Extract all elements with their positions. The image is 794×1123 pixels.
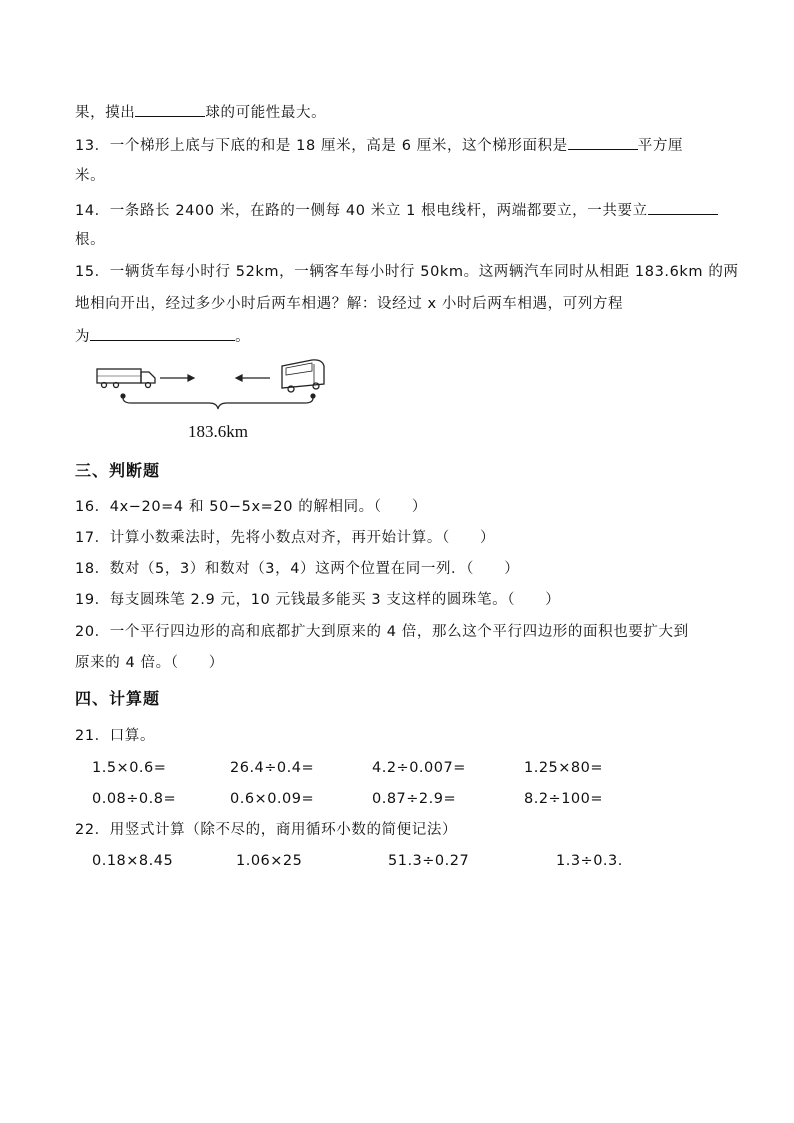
q19-line: 19．每支圆珠笔 2.9 元，10 元钱最多能买 3 支这样的圆珠笔。（ ） — [75, 592, 561, 608]
q16-line: 16．4x−20=4 和 50−5x=20 的解相同。（ ） — [75, 499, 427, 515]
q21-title: 21．口算。 — [75, 728, 156, 744]
arrow-left-icon — [236, 375, 270, 381]
q21-item: 0.08÷0.8= — [92, 791, 177, 807]
q14-line2: 根。 — [75, 232, 106, 248]
q12-text-after: 球的可能性最大。 — [205, 105, 327, 121]
q17-line: 17．计算小数乘法时，先将小数点对齐，再开始计算。（ ） — [75, 530, 496, 546]
q13-answer-blank[interactable] — [568, 133, 638, 150]
q21-item: 1.5×0.6= — [92, 760, 167, 776]
q21-item: 8.2÷100= — [524, 791, 604, 807]
q15-line3 — [75, 324, 250, 347]
q21-item: 0.87÷2.9= — [372, 791, 457, 807]
q18-line: 18．数对（5，3）和数对（3，4）这两个位置在同一列．（ ） — [75, 561, 520, 577]
q20-line2: 原来的 4 倍。（ ） — [75, 655, 224, 671]
q21-item: 4.2÷0.007= — [372, 760, 466, 776]
q14-text: 14．一条路长 2400 米，在路的一侧每 40 米立 1 根电线杆，两端都要立，一共要立 — [75, 203, 648, 219]
q22-item: 1.06×25 — [236, 853, 303, 869]
q14-line1 — [75, 198, 718, 221]
truck-icon — [97, 369, 155, 388]
q14-answer-blank[interactable] — [648, 198, 718, 215]
q20-line1: 20．一个平行四边形的高和底都扩大到原来的 4 倍，那么这个平行四边形的面积也要扩大到 — [75, 624, 689, 640]
q13-line2: 米。 — [75, 168, 106, 184]
q15-line1: 15．一辆货车每小时行 52km，一辆客车每小时行 50km。这两辆汽车同时从相距 183.6km 的两 — [75, 264, 739, 280]
q22-item: 0.18×8.45 — [92, 853, 174, 869]
distance-bracket — [121, 394, 315, 409]
bus-icon — [282, 360, 324, 392]
section4-title: 四、计算题 — [75, 689, 161, 708]
q13-line1 — [75, 133, 683, 156]
arrow-right-icon — [160, 375, 194, 381]
q21-item: 1.25×80= — [524, 760, 604, 776]
q13-text-before: 13．一个梯形上底与下底的和是 18 厘米，高是 6 厘米，这个梯形面积是 — [75, 138, 568, 154]
q21-item: 0.6×0.09= — [230, 791, 315, 807]
q15-text-before: 为 — [75, 329, 91, 345]
q15-line2: 地相向开出，经过多少小时后两车相遇？解：设经过 x 小时后两车相遇，可列方程 — [75, 296, 624, 312]
q21-item: 26.4÷0.4= — [230, 760, 315, 776]
section3-title: 三、判断题 — [75, 461, 161, 480]
q12-answer-blank[interactable] — [135, 100, 205, 117]
q15-text-after: 。 — [235, 329, 251, 345]
q22-item: 51.3÷0.27 — [388, 853, 470, 869]
distance-label: 183.6km — [188, 422, 248, 441]
q15-equation-blank[interactable] — [90, 324, 235, 341]
q22-title: 22．用竖式计算（除不尽的，商用循环小数的简便记法） — [75, 822, 458, 838]
q13-text-after: 平方厘 — [637, 138, 684, 154]
q12-text-before: 果，摸出 — [75, 105, 136, 121]
q15-vehicles-figure — [90, 352, 340, 444]
q12-line — [75, 100, 326, 123]
q22-item: 1.3÷0.3. — [556, 853, 623, 869]
